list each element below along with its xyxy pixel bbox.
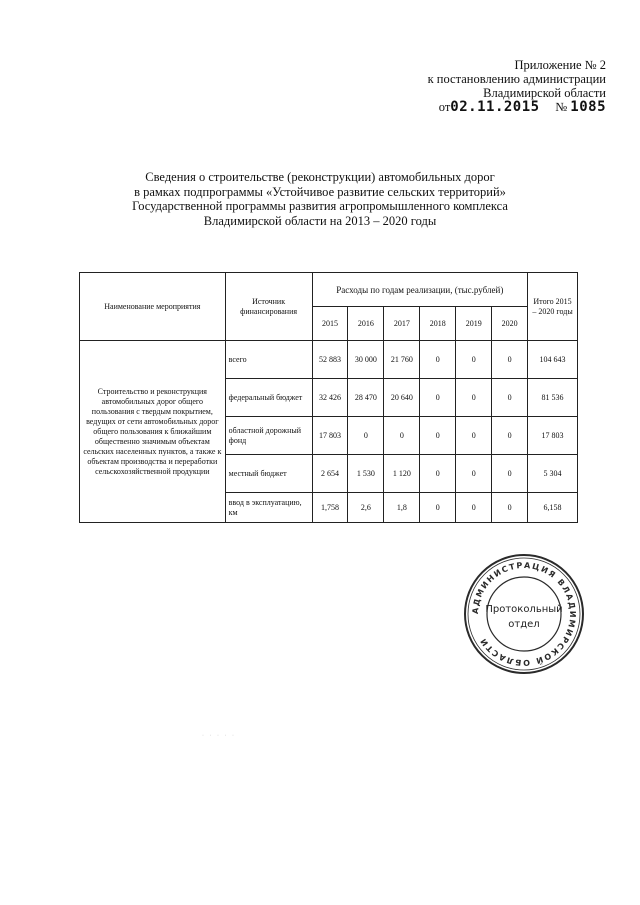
value-cell: 32 426	[312, 379, 348, 417]
source-cell: областной дорожный фонд	[225, 417, 312, 455]
official-stamp	[462, 552, 586, 676]
heading-line-1: Сведения о строительстве (реконструкции) автомобильных дорог	[145, 170, 495, 184]
source-cell: всего	[225, 341, 312, 379]
total-cell: 104 643	[528, 341, 578, 379]
total-cell: 6,158	[528, 493, 578, 523]
from-label: от	[438, 100, 451, 114]
value-cell: 0	[456, 379, 492, 417]
value-cell: 0	[492, 417, 528, 455]
header-total: Итого 2015 – 2020 годы	[528, 273, 578, 341]
value-cell: 28 470	[348, 379, 384, 417]
decree-date: 02.11.2015	[450, 99, 540, 115]
value-cell: 2,6	[348, 493, 384, 523]
table-row	[80, 341, 578, 379]
total-cell: 5 304	[528, 455, 578, 493]
value-cell: 21 760	[384, 341, 420, 379]
stamp-ring-text: АДМИНИСТРАЦИЯ ВЛАДИМИРСКОЙ ОБЛАСТИ	[470, 560, 578, 668]
value-cell: 0	[456, 493, 492, 523]
header-expenses: Расходы по годам реализации, (тыс.рублей)	[312, 273, 528, 307]
value-cell: 1 530	[348, 455, 384, 493]
source-cell: местный бюджет	[225, 455, 312, 493]
heading-line-4: Владимирской области на 2013 – 2020 годы	[203, 213, 437, 228]
appendix-region: Владимирской области	[483, 86, 606, 100]
value-cell: 0	[384, 417, 420, 455]
value-cell: 0	[492, 341, 528, 379]
heading-line-2: в рамках подпрограммы «Устойчивое развитие сельских территорий»	[134, 184, 506, 199]
value-cell: 0	[420, 341, 456, 379]
value-cell: 1 120	[384, 455, 420, 493]
value-cell: 17 803	[312, 417, 348, 455]
appendix-ref: к постановлению администрации	[427, 72, 606, 86]
value-cell: 0	[456, 417, 492, 455]
value-cell: 0	[348, 417, 384, 455]
value-cell: 1,758	[312, 493, 348, 523]
value-cell: 0	[492, 379, 528, 417]
value-cell: 52 883	[312, 341, 348, 379]
stamp-seal	[462, 552, 586, 676]
value-cell: 0	[420, 455, 456, 493]
value-cell: 0	[492, 455, 528, 493]
construction-table	[79, 272, 578, 523]
stamp-line-2: отдел	[508, 619, 540, 630]
stamp-line-1: Протокольный	[485, 604, 563, 615]
value-cell: 30 000	[348, 341, 384, 379]
total-cell: 17 803	[528, 417, 578, 455]
number-label: №	[555, 100, 568, 114]
activity-description: Строительство и реконструкция автомобильных дорог общего пользования с твердым покрытием, ведущих от сети автомобильных дорог общего пользования к ближайшим общественно значимым объектам сельских населенных пунктов, а также к объектам производства и переработки сельскохозяйственной продукции	[80, 341, 226, 523]
source-cell: ввод в эксплуатацию, км	[225, 493, 312, 523]
heading-line-3: Государственной программы развития агропромышленного комплекса	[132, 199, 508, 213]
header-year: 2015	[312, 307, 348, 341]
decree-number: 1085	[570, 99, 606, 115]
value-cell: 20 640	[384, 379, 420, 417]
scan-speck: · · · · ·	[202, 733, 236, 739]
header-activity: Наименование мероприятия	[80, 273, 226, 341]
value-cell: 0	[420, 417, 456, 455]
value-cell: 0	[456, 341, 492, 379]
header-year: 2018	[420, 307, 456, 341]
value-cell: 0	[420, 493, 456, 523]
value-cell: 0	[420, 379, 456, 417]
source-cell: федеральный бюджет	[225, 379, 312, 417]
header-source: Источник финансирования	[225, 273, 312, 341]
appendix-date-number	[428, 100, 606, 114]
header-year: 2020	[492, 307, 528, 341]
value-cell: 2 654	[312, 455, 348, 493]
appendix-block	[428, 58, 606, 114]
value-cell: 0	[492, 493, 528, 523]
header-year: 2016	[348, 307, 384, 341]
value-cell: 0	[456, 455, 492, 493]
document-heading	[80, 170, 560, 228]
header-year: 2017	[384, 307, 420, 341]
total-cell: 81 536	[528, 379, 578, 417]
value-cell: 1,8	[384, 493, 420, 523]
appendix-title: Приложение № 2	[514, 58, 606, 72]
header-year: 2019	[456, 307, 492, 341]
